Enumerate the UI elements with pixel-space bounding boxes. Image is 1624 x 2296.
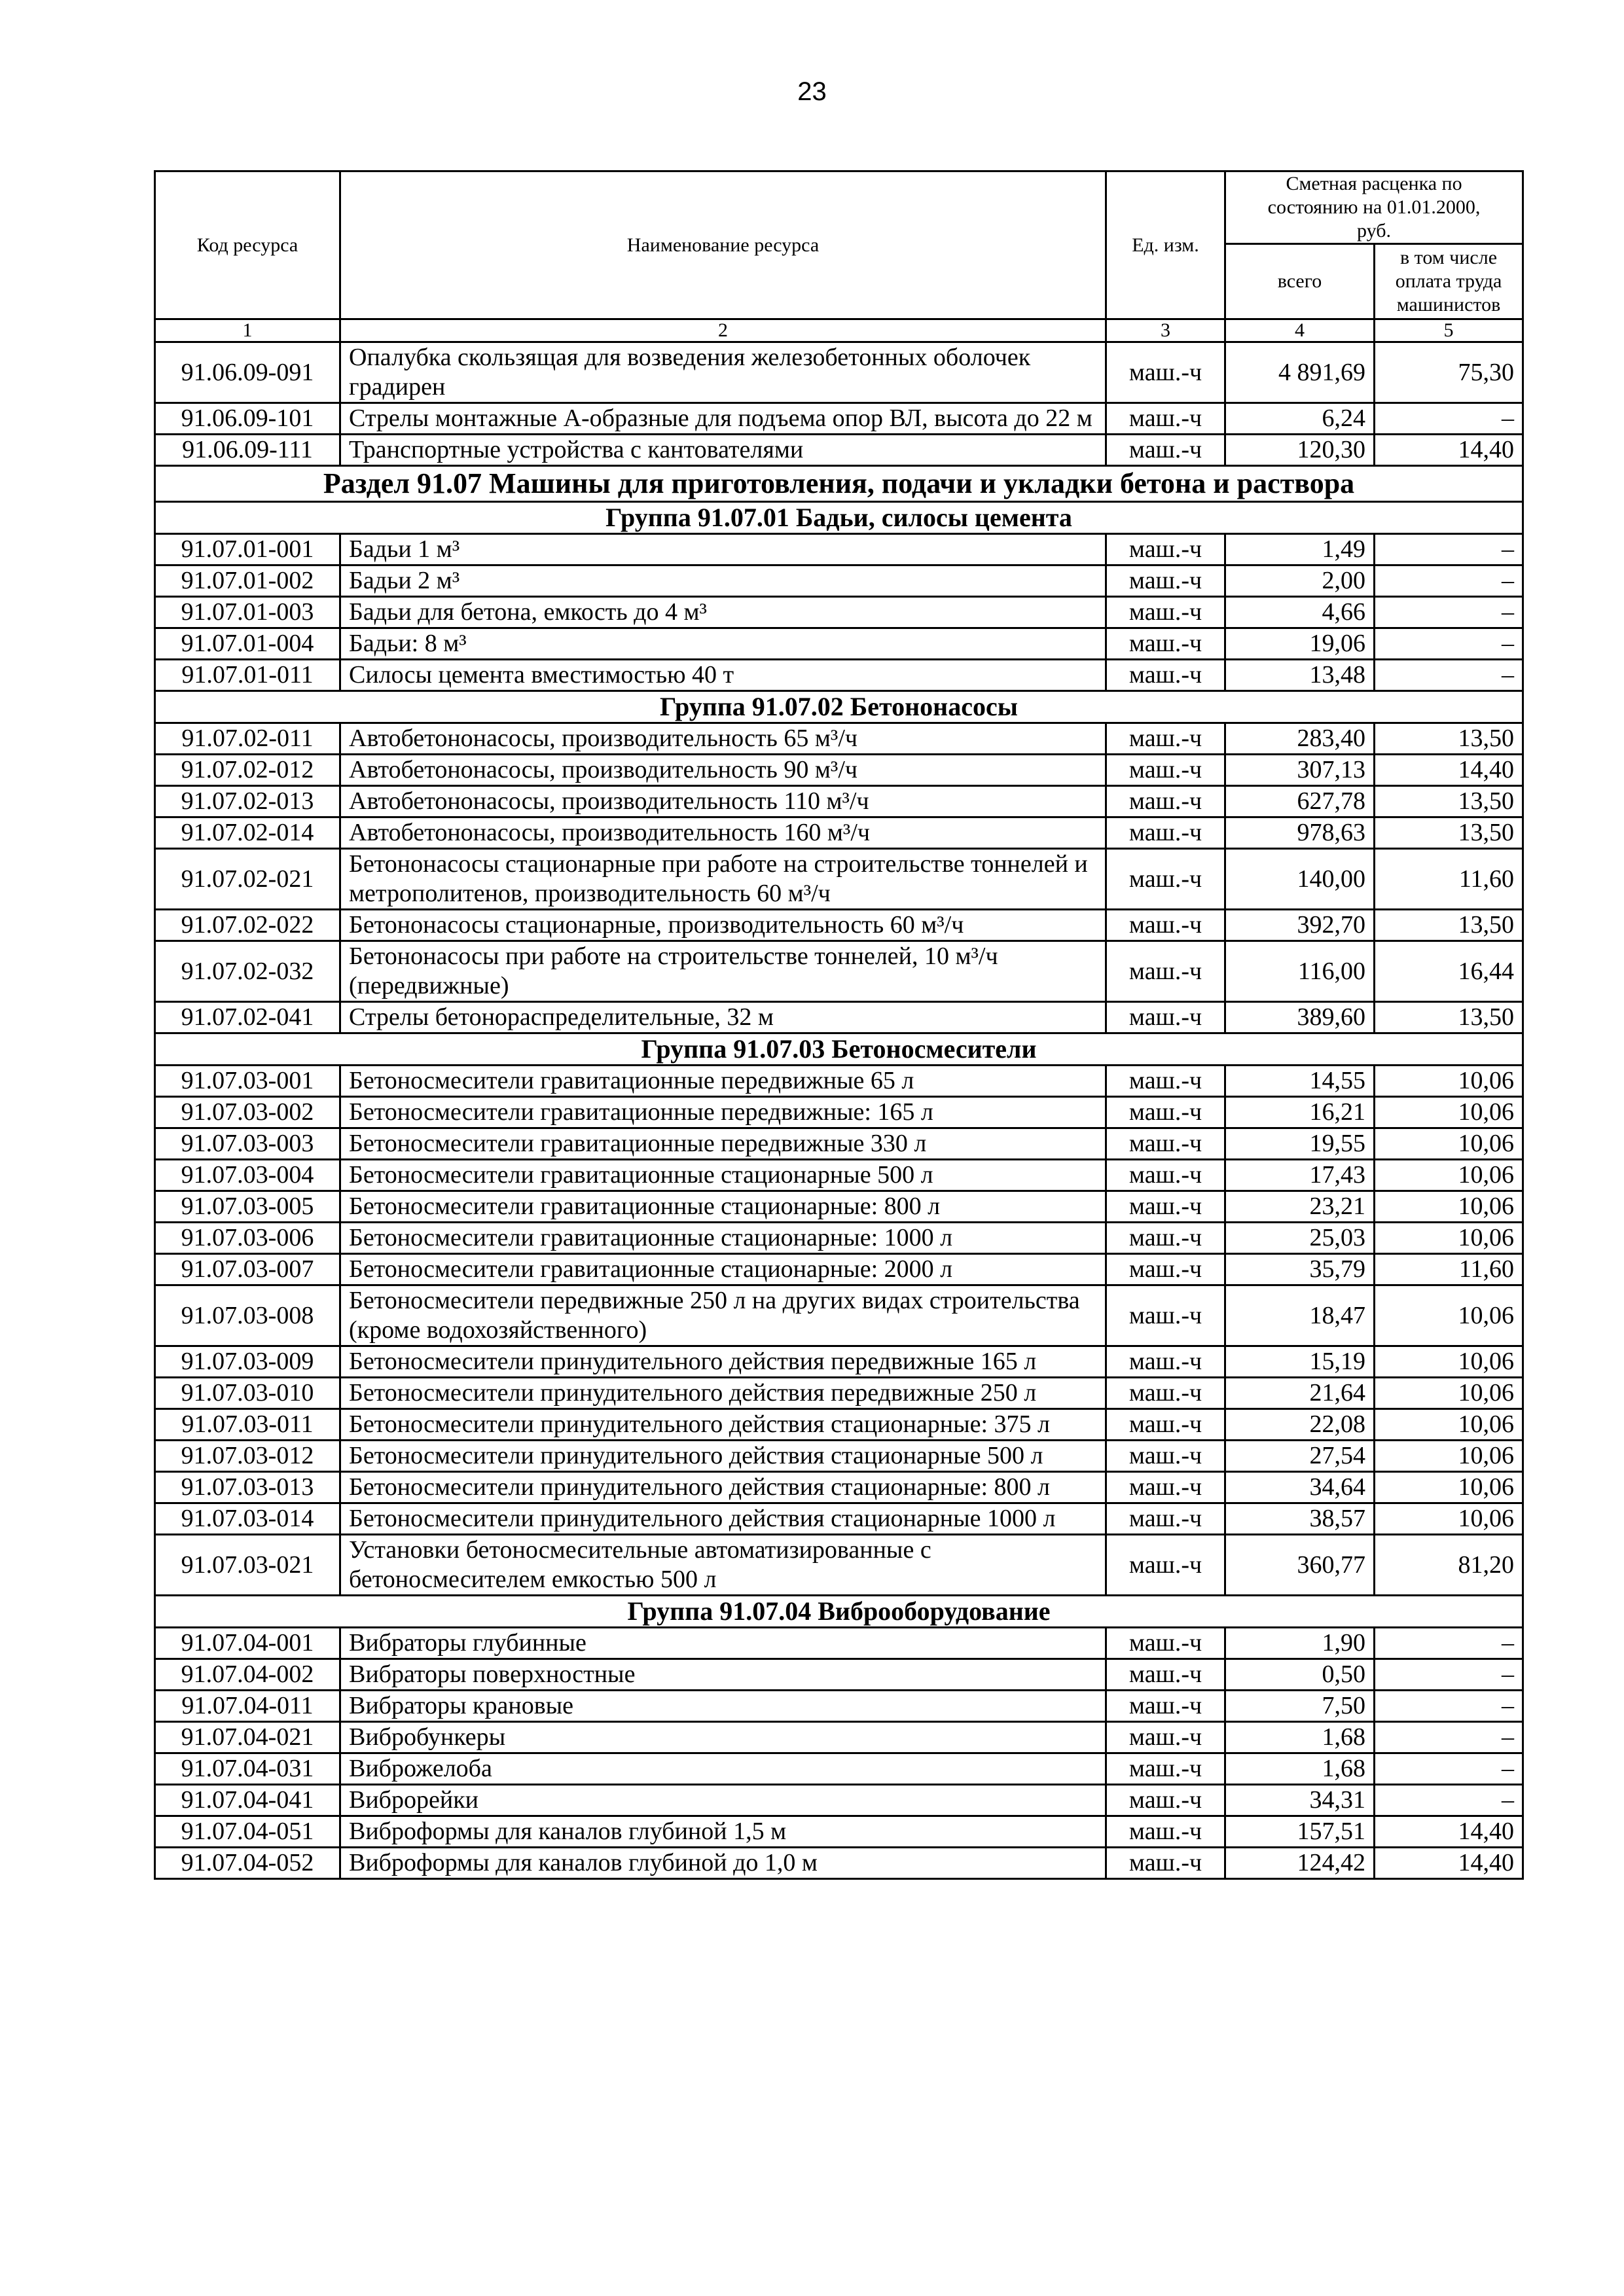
price-labor: 81,20 <box>1375 1535 1523 1596</box>
price-total: 21,64 <box>1225 1378 1375 1409</box>
resource-code: 91.07.01-002 <box>155 565 340 597</box>
resource-unit: маш.-ч <box>1106 1691 1225 1722</box>
resource-code: 91.07.01-001 <box>155 534 340 565</box>
resource-name: Бетоносмесители гравитационные передвижные 65 л <box>340 1066 1106 1097</box>
header-name: Наименование ресурса <box>340 171 1106 319</box>
price-total: 1,68 <box>1225 1753 1375 1785</box>
resource-name: Бадьи: 8 м³ <box>340 628 1106 660</box>
price-labor: – <box>1375 1659 1523 1691</box>
price-labor: – <box>1375 1785 1523 1816</box>
price-total: 4 891,69 <box>1225 342 1375 403</box>
price-labor: 13,50 <box>1375 817 1523 849</box>
table-row <box>155 817 1523 849</box>
page-number: 23 <box>797 77 827 106</box>
price-labor: 10,06 <box>1375 1160 1523 1191</box>
col-number: 4 <box>1225 319 1375 342</box>
table-row <box>155 565 1523 597</box>
resource-unit: маш.-ч <box>1106 1816 1225 1848</box>
resource-name: Бетоносмесители гравитационные стационарные 500 л <box>340 1160 1106 1191</box>
resource-name: Виброрейки <box>340 1785 1106 1816</box>
resource-name: Бетоносмесители принудительного действия стационарные 500 л <box>340 1441 1106 1472</box>
resource-unit: маш.-ч <box>1106 723 1225 755</box>
resource-name: Бетоносмесители принудительного действия передвижные 165 л <box>340 1346 1106 1378</box>
resource-unit: маш.-ч <box>1106 849 1225 910</box>
resource-name: Бетоносмесители гравитационные стационарные: 1000 л <box>340 1223 1106 1254</box>
resource-unit: маш.-ч <box>1106 1378 1225 1409</box>
resource-unit: маш.-ч <box>1106 1472 1225 1503</box>
col-number: 3 <box>1106 319 1225 342</box>
price-labor: 10,06 <box>1375 1503 1523 1535</box>
resource-unit: маш.-ч <box>1106 786 1225 817</box>
group-heading-row <box>155 691 1523 723</box>
price-total: 1,49 <box>1225 534 1375 565</box>
resource-name: Бадьи 1 м³ <box>340 534 1106 565</box>
price-total: 1,90 <box>1225 1628 1375 1659</box>
resource-name: Бетоносмесители принудительного действия стационарные 1000 л <box>340 1503 1106 1535</box>
price-labor: 10,06 <box>1375 1285 1523 1346</box>
resource-unit: маш.-ч <box>1106 565 1225 597</box>
group-heading-row <box>155 1033 1523 1066</box>
resource-code: 91.07.03-014 <box>155 1503 340 1535</box>
price-labor: 10,06 <box>1375 1409 1523 1441</box>
resource-name: Бетоносмесители принудительного действия стационарные: 375 л <box>340 1409 1106 1441</box>
resource-name: Виброформы для каналов глубиной 1,5 м <box>340 1816 1106 1848</box>
resource-code: 91.07.03-009 <box>155 1346 340 1378</box>
resource-unit: маш.-ч <box>1106 1285 1225 1346</box>
resource-code: 91.07.03-006 <box>155 1223 340 1254</box>
table-row <box>155 1128 1523 1160</box>
resource-name: Вибраторы крановые <box>340 1691 1106 1722</box>
table-row <box>155 1503 1523 1535</box>
price-labor: – <box>1375 1628 1523 1659</box>
resource-unit: маш.-ч <box>1106 1753 1225 1785</box>
resource-name: Виброформы для каналов глубиной до 1,0 м <box>340 1848 1106 1879</box>
header-labor: в том числе оплата труда машинистов <box>1375 244 1523 319</box>
group-title: Группа 91.07.04 Виброоборудование <box>155 1596 1523 1628</box>
resource-name: Бадьи для бетона, емкость до 4 м³ <box>340 597 1106 628</box>
price-labor: 14,40 <box>1375 755 1523 786</box>
price-labor: – <box>1375 403 1523 435</box>
resource-name: Бетононасосы при работе на строительстве тоннелей, 10 м³/ч (передвижные) <box>340 941 1106 1002</box>
price-total: 283,40 <box>1225 723 1375 755</box>
group-title: Группа 91.07.02 Бетононасосы <box>155 691 1523 723</box>
price-labor: 13,50 <box>1375 910 1523 941</box>
table-row <box>155 1816 1523 1848</box>
resource-unit: маш.-ч <box>1106 660 1225 691</box>
price-total: 38,57 <box>1225 1503 1375 1535</box>
resource-unit: маш.-ч <box>1106 910 1225 941</box>
price-total: 35,79 <box>1225 1254 1375 1285</box>
price-labor: 75,30 <box>1375 342 1523 403</box>
resource-name: Бетоносмесители принудительного действия стационарные: 800 л <box>340 1472 1106 1503</box>
table-row <box>155 1472 1523 1503</box>
resource-name: Автобетононасосы, производительность 160 м³/ч <box>340 817 1106 849</box>
table-row <box>155 342 1523 403</box>
resource-code: 91.07.04-001 <box>155 1628 340 1659</box>
price-labor: 11,60 <box>1375 1254 1523 1285</box>
price-total: 19,55 <box>1225 1128 1375 1160</box>
resource-code: 91.06.09-101 <box>155 403 340 435</box>
resource-name: Бетоносмесители гравитационные стационарные: 2000 л <box>340 1254 1106 1285</box>
resource-code: 91.07.03-011 <box>155 1409 340 1441</box>
resource-unit: маш.-ч <box>1106 342 1225 403</box>
price-total: 124,42 <box>1225 1848 1375 1879</box>
price-labor: – <box>1375 628 1523 660</box>
resource-name: Бетононасосы стационарные при работе на строительстве тоннелей и метрополитенов, производительность 60 м³/ч <box>340 849 1106 910</box>
resource-name: Вибраторы поверхностные <box>340 1659 1106 1691</box>
price-total: 116,00 <box>1225 941 1375 1002</box>
price-total: 13,48 <box>1225 660 1375 691</box>
price-labor: – <box>1375 565 1523 597</box>
table-row <box>155 1535 1523 1596</box>
col-number: 2 <box>340 319 1106 342</box>
section-title: Раздел 91.07 Машины для приготовления, подачи и укладки бетона и раствора <box>155 466 1523 502</box>
table-row <box>155 1659 1523 1691</box>
price-labor: 10,06 <box>1375 1346 1523 1378</box>
price-labor: 14,40 <box>1375 1816 1523 1848</box>
resource-unit: маш.-ч <box>1106 1097 1225 1128</box>
table-row <box>155 1254 1523 1285</box>
resource-code: 91.07.02-013 <box>155 786 340 817</box>
resource-code: 91.07.01-004 <box>155 628 340 660</box>
resource-code: 91.07.04-021 <box>155 1722 340 1753</box>
resource-code: 91.06.09-111 <box>155 435 340 466</box>
resource-code: 91.07.03-010 <box>155 1378 340 1409</box>
table-row <box>155 1346 1523 1378</box>
price-total: 392,70 <box>1225 910 1375 941</box>
price-labor: 13,50 <box>1375 786 1523 817</box>
resource-name: Автобетононасосы, производительность 65 м³/ч <box>340 723 1106 755</box>
resource-unit: маш.-ч <box>1106 1128 1225 1160</box>
price-total: 19,06 <box>1225 628 1375 660</box>
resource-name: Бадьи 2 м³ <box>340 565 1106 597</box>
price-total: 34,31 <box>1225 1785 1375 1816</box>
resource-code: 91.07.02-032 <box>155 941 340 1002</box>
resource-name: Бетоносмесители передвижные 250 л на других видах строительства (кроме водохозяйственного) <box>340 1285 1106 1346</box>
price-labor: – <box>1375 534 1523 565</box>
price-total: 14,55 <box>1225 1066 1375 1097</box>
price-total: 2,00 <box>1225 565 1375 597</box>
table-row <box>155 910 1523 941</box>
table-row <box>155 435 1523 466</box>
resource-name: Автобетононасосы, производительность 90 м³/ч <box>340 755 1106 786</box>
price-labor: 10,06 <box>1375 1472 1523 1503</box>
price-labor: 14,40 <box>1375 1848 1523 1879</box>
resource-unit: маш.-ч <box>1106 1160 1225 1191</box>
resource-code: 91.07.04-002 <box>155 1659 340 1691</box>
price-labor: – <box>1375 1722 1523 1753</box>
price-total: 389,60 <box>1225 1002 1375 1033</box>
resource-code: 91.07.02-022 <box>155 910 340 941</box>
price-labor: 13,50 <box>1375 723 1523 755</box>
price-total: 27,54 <box>1225 1441 1375 1472</box>
resource-unit: маш.-ч <box>1106 435 1225 466</box>
price-total: 25,03 <box>1225 1223 1375 1254</box>
price-total: 23,21 <box>1225 1191 1375 1223</box>
price-labor: 10,06 <box>1375 1066 1523 1097</box>
resource-code: 91.07.04-041 <box>155 1785 340 1816</box>
table-body <box>155 342 1523 1879</box>
resource-name: Бетононасосы стационарные, производительность 60 м³/ч <box>340 910 1106 941</box>
resource-unit: маш.-ч <box>1106 1628 1225 1659</box>
resource-unit: маш.-ч <box>1106 403 1225 435</box>
resource-code: 91.07.04-011 <box>155 1691 340 1722</box>
group-title: Группа 91.07.01 Бадьи, силосы цемента <box>155 502 1523 534</box>
resource-unit: маш.-ч <box>1106 1848 1225 1879</box>
table-row <box>155 849 1523 910</box>
resource-unit: маш.-ч <box>1106 1254 1225 1285</box>
resource-code: 91.07.02-021 <box>155 849 340 910</box>
header-price: Сметная расценка по состоянию на 01.01.2000, руб. <box>1225 171 1523 244</box>
resource-unit: маш.-ч <box>1106 1066 1225 1097</box>
price-total: 140,00 <box>1225 849 1375 910</box>
resource-code: 91.07.02-014 <box>155 817 340 849</box>
resource-code: 91.07.03-003 <box>155 1128 340 1160</box>
resource-unit: маш.-ч <box>1106 628 1225 660</box>
resource-unit: маш.-ч <box>1106 941 1225 1002</box>
resource-name: Автобетононасосы, производительность 110 м³/ч <box>340 786 1106 817</box>
table-row <box>155 628 1523 660</box>
col-number: 1 <box>155 319 340 342</box>
resource-unit: маш.-ч <box>1106 1535 1225 1596</box>
resource-unit: маш.-ч <box>1106 1191 1225 1223</box>
resource-code: 91.07.01-011 <box>155 660 340 691</box>
price-total: 34,64 <box>1225 1472 1375 1503</box>
price-total: 120,30 <box>1225 435 1375 466</box>
resource-code: 91.07.02-011 <box>155 723 340 755</box>
resource-code: 91.06.09-091 <box>155 342 340 403</box>
resource-name: Стрелы бетонораспределительные, 32 м <box>340 1002 1106 1033</box>
header-unit: Ед. изм. <box>1106 171 1225 319</box>
resource-code: 91.07.02-041 <box>155 1002 340 1033</box>
resource-name: Установки бетоносмесительные автоматизированные с бетоносмесителем емкостью 500 л <box>340 1535 1106 1596</box>
price-total: 307,13 <box>1225 755 1375 786</box>
table-row <box>155 755 1523 786</box>
table-row <box>155 723 1523 755</box>
price-total: 0,50 <box>1225 1659 1375 1691</box>
price-labor: 14,40 <box>1375 435 1523 466</box>
resource-name: Стрелы монтажные А-образные для подъема опор ВЛ, высота до 22 м <box>340 403 1106 435</box>
price-total: 157,51 <box>1225 1816 1375 1848</box>
resource-unit: маш.-ч <box>1106 817 1225 849</box>
table-row <box>155 1441 1523 1472</box>
resource-name: Вибробункеры <box>340 1722 1106 1753</box>
table-row <box>155 1191 1523 1223</box>
price-labor: – <box>1375 597 1523 628</box>
resource-name: Бетоносмесители гравитационные передвижные 330 л <box>340 1128 1106 1160</box>
table-row <box>155 597 1523 628</box>
price-total: 17,43 <box>1225 1160 1375 1191</box>
resource-name: Виброжелоба <box>340 1753 1106 1785</box>
section-heading-row <box>155 466 1523 502</box>
resource-code: 91.07.03-002 <box>155 1097 340 1128</box>
price-labor: 10,06 <box>1375 1378 1523 1409</box>
price-total: 4,66 <box>1225 597 1375 628</box>
resource-name: Бетоносмесители гравитационные стационарные: 800 л <box>340 1191 1106 1223</box>
price-labor: 10,06 <box>1375 1223 1523 1254</box>
price-labor: 10,06 <box>1375 1191 1523 1223</box>
group-title: Группа 91.07.03 Бетоносмесители <box>155 1033 1523 1066</box>
resource-unit: маш.-ч <box>1106 1503 1225 1535</box>
price-total: 22,08 <box>1225 1409 1375 1441</box>
resource-unit: маш.-ч <box>1106 1441 1225 1472</box>
price-labor: 13,50 <box>1375 1002 1523 1033</box>
resource-unit: маш.-ч <box>1106 534 1225 565</box>
resource-name: Опалубка скользящая для возведения железобетонных оболочек градирен <box>340 342 1106 403</box>
table-row <box>155 941 1523 1002</box>
resource-name: Силосы цемента вместимостью 40 т <box>340 660 1106 691</box>
price-labor: 16,44 <box>1375 941 1523 1002</box>
resource-unit: маш.-ч <box>1106 1346 1225 1378</box>
resource-code: 91.07.03-008 <box>155 1285 340 1346</box>
resource-unit: маш.-ч <box>1106 1002 1225 1033</box>
price-labor: – <box>1375 660 1523 691</box>
resource-name: Бетоносмесители принудительного действия передвижные 250 л <box>340 1378 1106 1409</box>
table-row <box>155 1097 1523 1128</box>
price-total: 6,24 <box>1225 403 1375 435</box>
resource-unit: маш.-ч <box>1106 1722 1225 1753</box>
resource-code: 91.07.03-012 <box>155 1441 340 1472</box>
table-row <box>155 1160 1523 1191</box>
resource-code: 91.07.03-004 <box>155 1160 340 1191</box>
price-total: 18,47 <box>1225 1285 1375 1346</box>
table-row <box>155 1753 1523 1785</box>
group-heading-row <box>155 502 1523 534</box>
table-row <box>155 1002 1523 1033</box>
resource-unit: маш.-ч <box>1106 1223 1225 1254</box>
table-row <box>155 1066 1523 1097</box>
resource-code: 91.07.03-007 <box>155 1254 340 1285</box>
price-labor: 10,06 <box>1375 1097 1523 1128</box>
resource-code: 91.07.03-021 <box>155 1535 340 1596</box>
table-row <box>155 1691 1523 1722</box>
resource-unit: маш.-ч <box>1106 1659 1225 1691</box>
header-code: Код ресурса <box>155 171 340 319</box>
table-row <box>155 1628 1523 1659</box>
table-row <box>155 1378 1523 1409</box>
group-heading-row <box>155 1596 1523 1628</box>
price-total: 7,50 <box>1225 1691 1375 1722</box>
resource-code: 91.07.02-012 <box>155 755 340 786</box>
table-row <box>155 1409 1523 1441</box>
table-row <box>155 403 1523 435</box>
resource-name: Вибраторы глубинные <box>340 1628 1106 1659</box>
table-row <box>155 1223 1523 1254</box>
column-numbers-row <box>155 319 1523 342</box>
table-row <box>155 1722 1523 1753</box>
resource-code: 91.07.04-031 <box>155 1753 340 1785</box>
table-row <box>155 786 1523 817</box>
table-row <box>155 1785 1523 1816</box>
price-total: 978,63 <box>1225 817 1375 849</box>
resource-code: 91.07.04-051 <box>155 1816 340 1848</box>
resource-code: 91.07.01-003 <box>155 597 340 628</box>
price-total: 16,21 <box>1225 1097 1375 1128</box>
price-labor: 10,06 <box>1375 1441 1523 1472</box>
table-row <box>155 1285 1523 1346</box>
resource-unit: маш.-ч <box>1106 1785 1225 1816</box>
price-total: 15,19 <box>1225 1346 1375 1378</box>
price-total: 627,78 <box>1225 786 1375 817</box>
price-labor: – <box>1375 1691 1523 1722</box>
resource-unit: маш.-ч <box>1106 597 1225 628</box>
resource-code: 91.07.03-013 <box>155 1472 340 1503</box>
price-total: 1,68 <box>1225 1722 1375 1753</box>
price-labor: – <box>1375 1753 1523 1785</box>
resource-name: Транспортные устройства с кантователями <box>340 435 1106 466</box>
resource-code: 91.07.03-001 <box>155 1066 340 1097</box>
price-total: 360,77 <box>1225 1535 1375 1596</box>
table-row <box>155 660 1523 691</box>
header-total: всего <box>1225 244 1375 319</box>
price-labor: 10,06 <box>1375 1128 1523 1160</box>
price-labor: 11,60 <box>1375 849 1523 910</box>
resource-price-table <box>154 170 1524 1880</box>
resource-code: 91.07.04-052 <box>155 1848 340 1879</box>
resource-unit: маш.-ч <box>1106 755 1225 786</box>
resource-name: Бетоносмесители гравитационные передвижные: 165 л <box>340 1097 1106 1128</box>
resource-code: 91.07.03-005 <box>155 1191 340 1223</box>
col-number: 5 <box>1375 319 1523 342</box>
table-row <box>155 1848 1523 1879</box>
table-row <box>155 534 1523 565</box>
resource-unit: маш.-ч <box>1106 1409 1225 1441</box>
